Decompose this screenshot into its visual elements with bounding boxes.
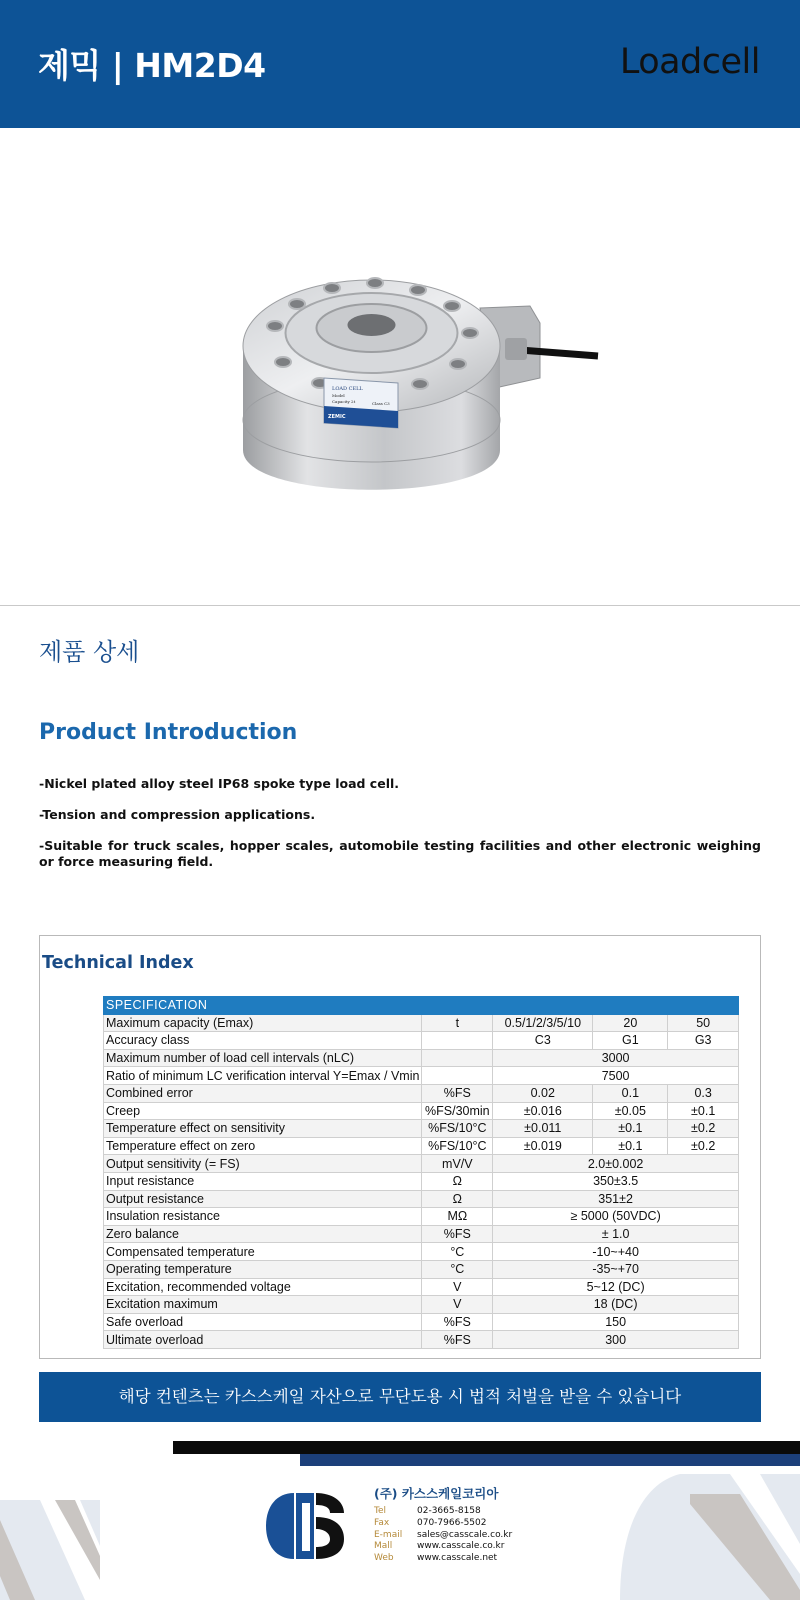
spec-row bbox=[104, 1243, 739, 1261]
footer-divider-black bbox=[173, 1441, 800, 1454]
contact-value: www.casscale.net bbox=[417, 1553, 498, 1564]
spec-cell: %FS/10°C bbox=[422, 1137, 493, 1155]
spec-cell: 300 bbox=[493, 1331, 739, 1349]
spec-cell: 0.3 bbox=[668, 1084, 739, 1102]
page-header bbox=[0, 0, 800, 128]
product-introduction-list bbox=[39, 776, 761, 885]
spec-row bbox=[104, 1120, 739, 1138]
spec-cell: Output resistance bbox=[104, 1190, 422, 1208]
specification-table bbox=[103, 996, 739, 1349]
spec-cell: Temperature effect on sensitivity bbox=[104, 1120, 422, 1138]
spec-cell: MΩ bbox=[422, 1208, 493, 1226]
spec-cell: Compensated temperature bbox=[104, 1243, 422, 1261]
spec-cell: 0.5/1/2/3/5/10 bbox=[493, 1014, 593, 1032]
spec-cell: %FS bbox=[422, 1313, 493, 1331]
spec-cell: %FS/10°C bbox=[422, 1120, 493, 1138]
technical-index-heading: Technical Index bbox=[42, 953, 194, 973]
spec-cell: 3000 bbox=[493, 1049, 739, 1067]
spec-cell: t bbox=[422, 1014, 493, 1032]
spec-cell: Accuracy class bbox=[104, 1032, 422, 1050]
spec-cell: Ultimate overload bbox=[104, 1331, 422, 1349]
contact-label: Tel bbox=[374, 1506, 387, 1516]
spec-cell: ± 1.0 bbox=[493, 1225, 739, 1243]
spec-row bbox=[104, 1102, 739, 1120]
spec-cell: Operating temperature bbox=[104, 1260, 422, 1278]
spec-cell: %FS bbox=[422, 1225, 493, 1243]
spec-cell: ±0.2 bbox=[668, 1137, 739, 1155]
brand-model-title: 제믹 | HM2D4 bbox=[38, 46, 266, 85]
spec-cell: Insulation resistance bbox=[104, 1208, 422, 1226]
spec-cell bbox=[422, 1067, 493, 1085]
spec-cell bbox=[422, 1032, 493, 1050]
product-detail-heading: 제품 상세 bbox=[39, 638, 140, 666]
contact-label: Mall bbox=[374, 1541, 393, 1552]
company-name: (주) 카스스케일코리아 bbox=[374, 1486, 499, 1501]
spec-cell: 18 (DC) bbox=[493, 1296, 739, 1314]
spec-row bbox=[104, 1049, 739, 1067]
contact-row bbox=[374, 1530, 512, 1542]
loadcell-product-image bbox=[0, 128, 800, 606]
copyright-notice-banner: 해당 컨텐츠는 카스스케일 자산으로 무단도용 시 법적 처벌을 받을 수 있습니다 bbox=[39, 1372, 761, 1422]
spec-cell: C3 bbox=[493, 1032, 593, 1050]
footer-divider-navy bbox=[300, 1454, 800, 1466]
spec-cell: Ratio of minimum LC verification interval Y=Emax / Vmin bbox=[104, 1067, 422, 1085]
spec-cell: 0.02 bbox=[493, 1084, 593, 1102]
specification-header: SPECIFICATION bbox=[104, 997, 739, 1015]
spec-cell: ±0.1 bbox=[593, 1137, 668, 1155]
spec-row bbox=[104, 1225, 739, 1243]
intro-bullet: -Tension and compression applications. bbox=[39, 807, 316, 822]
label-line-1: LOAD CELL bbox=[332, 386, 363, 392]
spec-cell: ±0.016 bbox=[493, 1102, 593, 1120]
spec-row bbox=[104, 1313, 739, 1331]
spec-cell: Creep bbox=[104, 1102, 422, 1120]
contact-value: sales@casscale.co.kr bbox=[417, 1529, 513, 1540]
spec-cell: %FS/30min bbox=[422, 1102, 493, 1120]
spec-cell: ±0.05 bbox=[593, 1102, 668, 1120]
spec-cell: °C bbox=[422, 1260, 493, 1278]
label-line-3: Capacity 2t bbox=[332, 399, 356, 404]
contact-row bbox=[374, 1518, 512, 1530]
contact-label: Fax bbox=[374, 1517, 390, 1528]
spec-row bbox=[104, 1155, 739, 1173]
spec-cell: G1 bbox=[593, 1032, 668, 1050]
spec-row bbox=[104, 1137, 739, 1155]
spec-cell: Maximum number of load cell intervals (nLC) bbox=[104, 1049, 422, 1067]
spec-cell: 0.1 bbox=[593, 1084, 668, 1102]
spec-cell: Ω bbox=[422, 1172, 493, 1190]
spec-cell: %FS bbox=[422, 1084, 493, 1102]
spec-cell: ±0.1 bbox=[593, 1120, 668, 1138]
spec-cell: Safe overload bbox=[104, 1313, 422, 1331]
contact-row bbox=[374, 1541, 512, 1553]
contact-list bbox=[374, 1506, 512, 1565]
spec-cell: Excitation maximum bbox=[104, 1296, 422, 1314]
spec-cell: Excitation, recommended voltage bbox=[104, 1278, 422, 1296]
spec-cell bbox=[422, 1049, 493, 1067]
spec-cell: Zero balance bbox=[104, 1225, 422, 1243]
spec-cell: 7500 bbox=[493, 1067, 739, 1085]
spec-row bbox=[104, 1084, 739, 1102]
contact-label: E-mail bbox=[374, 1529, 403, 1540]
decorative-pattern-left bbox=[0, 1500, 100, 1600]
spec-cell: 5~12 (DC) bbox=[493, 1278, 739, 1296]
spec-row bbox=[104, 1278, 739, 1296]
spec-row bbox=[104, 1014, 739, 1032]
cas-logo-icon bbox=[266, 1491, 344, 1561]
spec-row bbox=[104, 1296, 739, 1314]
label-line-2: Model bbox=[332, 393, 345, 398]
spec-row bbox=[104, 1067, 739, 1085]
spec-cell: ≥ 5000 (50VDC) bbox=[493, 1208, 739, 1226]
contact-value: 02-3665-8158 bbox=[417, 1506, 481, 1516]
label-line-5: ZEMIC bbox=[328, 414, 346, 420]
product-introduction-heading: Product Introduction bbox=[39, 720, 298, 745]
spec-cell: 150 bbox=[493, 1313, 739, 1331]
spec-cell: V bbox=[422, 1278, 493, 1296]
spec-row bbox=[104, 1208, 739, 1226]
contact-value: 070-7966-5502 bbox=[417, 1517, 487, 1528]
spec-row bbox=[104, 1190, 739, 1208]
contact-row bbox=[374, 1506, 512, 1518]
spec-cell: Input resistance bbox=[104, 1172, 422, 1190]
intro-bullet: -Nickel plated alloy steel IP68 spoke type load cell. bbox=[39, 776, 400, 791]
spec-cell: %FS bbox=[422, 1331, 493, 1349]
spec-cell: Combined error bbox=[104, 1084, 422, 1102]
spec-cell: Temperature effect on zero bbox=[104, 1137, 422, 1155]
spec-cell: Output sensitivity (= FS) bbox=[104, 1155, 422, 1173]
spec-cell: Ω bbox=[422, 1190, 493, 1208]
contact-row bbox=[374, 1553, 512, 1565]
decorative-pattern-right bbox=[620, 1474, 800, 1600]
spec-row bbox=[104, 1172, 739, 1190]
spec-cell: °C bbox=[422, 1243, 493, 1261]
spec-row bbox=[104, 1260, 739, 1278]
category-title: Loadcell bbox=[619, 42, 760, 82]
contact-value: www.casscale.co.kr bbox=[417, 1541, 505, 1552]
spec-cell: mV/V bbox=[422, 1155, 493, 1173]
product-photo-area bbox=[0, 128, 800, 606]
spec-row bbox=[104, 1032, 739, 1050]
spec-cell: -35~+70 bbox=[493, 1260, 739, 1278]
spec-cell: G3 bbox=[668, 1032, 739, 1050]
spec-cell: V bbox=[422, 1296, 493, 1314]
spec-cell: 350±3.5 bbox=[493, 1172, 739, 1190]
spec-row bbox=[104, 1331, 739, 1349]
spec-cell: 20 bbox=[593, 1014, 668, 1032]
spec-cell: 50 bbox=[668, 1014, 739, 1032]
spec-cell: Maximum capacity (Emax) bbox=[104, 1014, 422, 1032]
technical-index-box bbox=[39, 935, 761, 1359]
spec-cell: ±0.019 bbox=[493, 1137, 593, 1155]
label-line-4: Class C3 bbox=[372, 401, 390, 406]
spec-cell: 2.0±0.002 bbox=[493, 1155, 739, 1173]
spec-cell: -10~+40 bbox=[493, 1243, 739, 1261]
spec-cell: 351±2 bbox=[493, 1190, 739, 1208]
intro-bullet: -Suitable for truck scales, hopper scales, automobile testing facilities and other electronic weighing or force measuring field. bbox=[39, 838, 761, 869]
contact-label: Web bbox=[374, 1553, 394, 1564]
spec-cell: ±0.2 bbox=[668, 1120, 739, 1138]
spec-cell: ±0.1 bbox=[668, 1102, 739, 1120]
spec-cell: ±0.011 bbox=[493, 1120, 593, 1138]
